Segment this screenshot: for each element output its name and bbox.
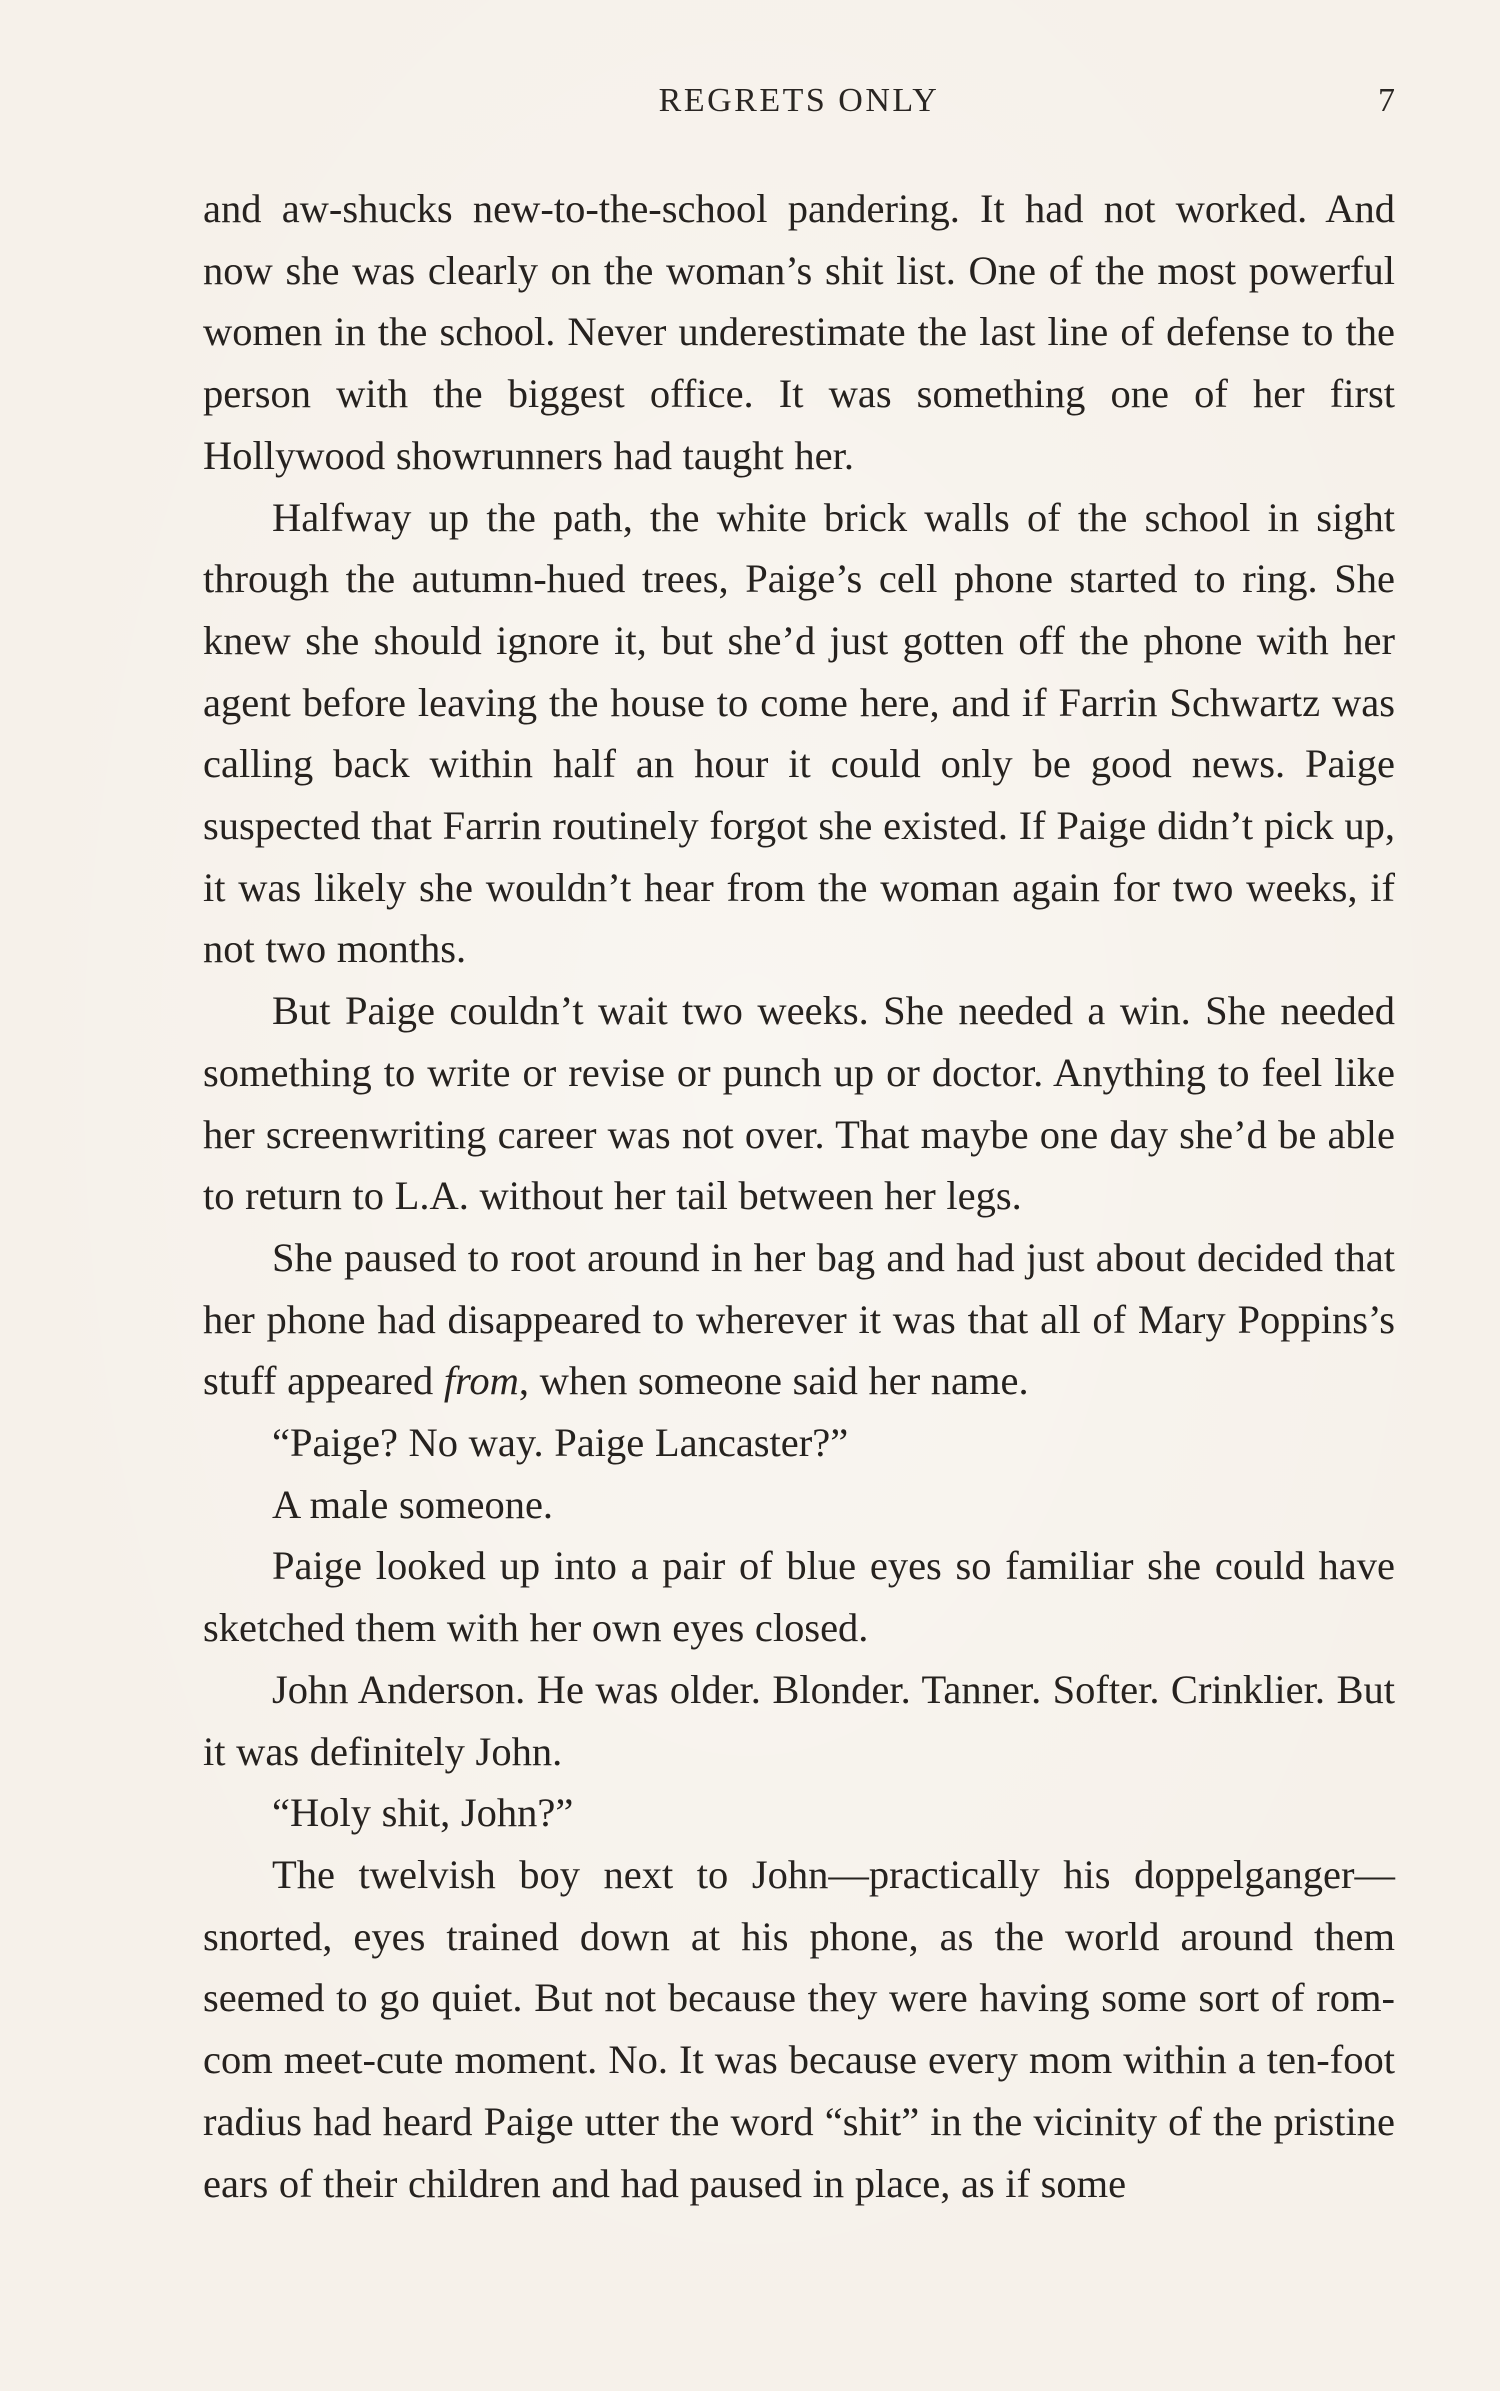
paragraph: Halfway up the path, the white brick walls of the school in sight through the autumn-hued trees, Paige’s cell phone started to ring. She knew she should ignore it, but she’d just gotten off the phone with her agent before leaving the house to come here, and if Farrin Schwartz was calling back within half an hour it could only be good news. Paige suspected that Farrin routinely forgot she existed. If Paige didn’t pick up, it was likely she wouldn’t hear from the woman again for two weeks, if not two months. bbox=[203, 494, 1395, 972]
paragraph: “Holy shit, John?” bbox=[272, 1790, 574, 1836]
running-head bbox=[203, 82, 1395, 132]
paragraph-text: She paused to root around in her bag and had just about decided that her phone had disappeared to wherever it was that all of Mary Poppins’s stuff appeared bbox=[203, 1234, 1395, 1404]
paragraph: Paige looked up into a pair of blue eyes so familiar she could have sketched them with her own eyes closed. bbox=[203, 1543, 1395, 1651]
paragraph bbox=[203, 1227, 1395, 1412]
italic-emphasis: from bbox=[443, 1358, 519, 1404]
paragraph: But Paige couldn’t wait two weeks. She needed a win. She needed something to write or revise or punch up or doctor. Anything to feel like her screenwriting career was not over. That maybe one day she’d be able to return to L.A. without her tail between her legs. bbox=[203, 988, 1395, 1219]
paragraph: A male someone. bbox=[272, 1481, 554, 1527]
body-text bbox=[203, 178, 1395, 2214]
page-number: 7 bbox=[1378, 82, 1395, 119]
paragraph: and aw-shucks new-to-the-school pandering. It had not worked. And now she was clearly on the woman’s shit list. One of the most powerful women in the school. Never underestimate the last line of defense to the person with the biggest office. It was something one of her first Hollywood showrunners had taught her. bbox=[203, 186, 1395, 478]
paragraph: John Anderson. He was older. Blonder. Tanner. Softer. Crinklier. But it was definitely John. bbox=[203, 1666, 1395, 1774]
paragraph-text: , when someone said her name. bbox=[518, 1358, 1029, 1404]
paragraph: The twelvish boy next to John—practically his doppelganger—snorted, eyes trained down at his phone, as the world around them seemed to go quiet. But not because they were having some sort of rom-com meet-cute moment. No. It was because every mom within a ten-foot radius had heard Paige utter the word “shit” in the vicinity of the pristine ears of their children and had paused in place, as if some bbox=[203, 1851, 1395, 2206]
paragraph: “Paige? No way. Paige Lancaster?” bbox=[272, 1420, 849, 1466]
book-title: REGRETS ONLY bbox=[658, 82, 940, 119]
